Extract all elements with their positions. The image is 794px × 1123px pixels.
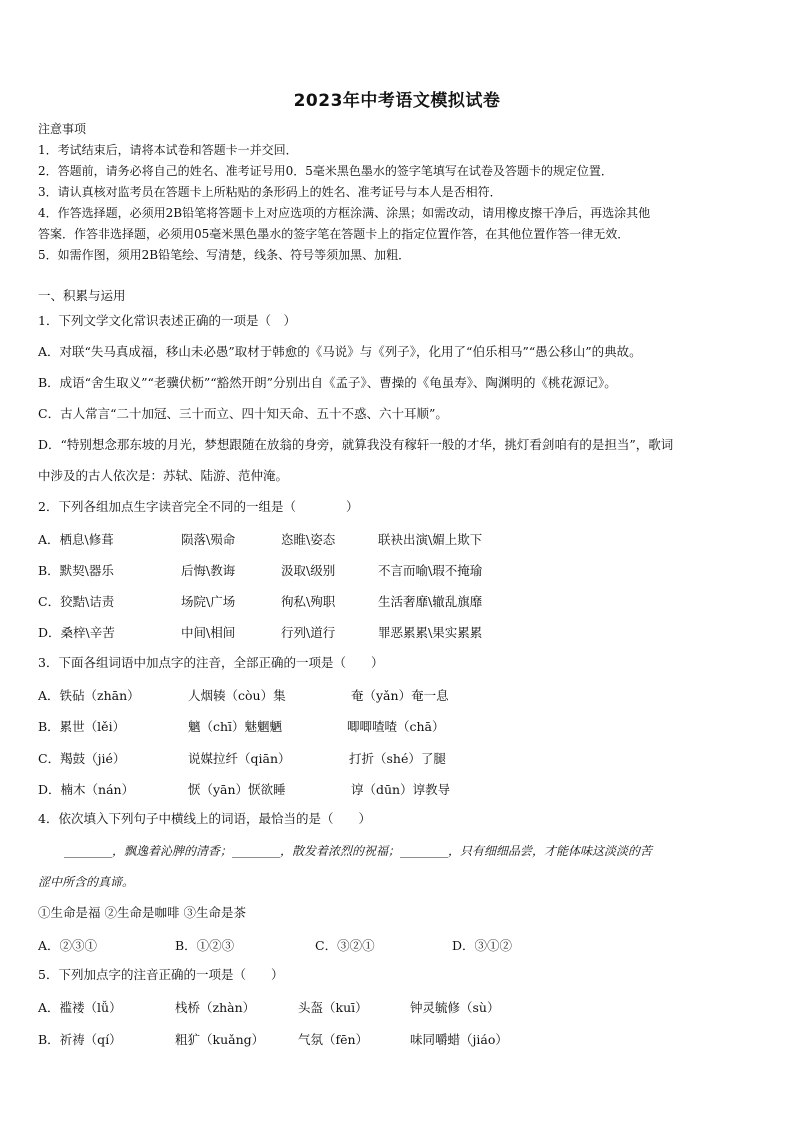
choice: B．①②③ xyxy=(175,938,235,953)
option-cell: 行列\道行 xyxy=(281,625,336,640)
question-1-option-c: C．古人常言“二十加冠、三十而立、四十知天命、五十不惑、六十耳顺”。 xyxy=(38,406,448,421)
option-cell: D．桑梓\辛苦 xyxy=(38,625,115,640)
option-cell: 陨落\殒命 xyxy=(181,532,236,547)
option-cell: 汲取\级别 xyxy=(281,563,336,578)
question-4-passage-cont: 涩中所含的真谛。 xyxy=(38,875,135,889)
option-cell: B．默契\器乐 xyxy=(38,563,114,578)
question-4-stem: 4．依次填入下列句子中横线上的词语，最恰当的是（ ） xyxy=(38,811,371,826)
question-4-options: ①生命是福 ②生命是咖啡 ③生命是茶 xyxy=(38,905,246,920)
option-cell: 魑（chī）魅魍魉 xyxy=(188,719,283,734)
option-cell: 中间\相间 xyxy=(181,625,236,640)
question-1-option-b: B．成语“舍生取义”“老骥伏枥”“豁然开朗”分别出自《孟子》、曹操的《龟虽寿》、陶渊明的《桃花源记》。 xyxy=(38,375,617,390)
option-cell: 说媒拉纤（qiān） xyxy=(188,751,291,766)
option-cell: B．祈祷（qí） xyxy=(38,1032,122,1047)
option-cell: 不言而喻\瑕不掩瑜 xyxy=(378,563,483,578)
choice: C．③②① xyxy=(315,938,375,953)
option-cell: 联袂出演\媚上欺下 xyxy=(378,532,483,547)
option-cell: D．楠木（nán） xyxy=(38,782,135,797)
option-cell: 唧唧喳喳（chā） xyxy=(347,719,445,734)
section-heading: 一、积累与运用 xyxy=(38,288,126,303)
notice-item: 1．考试结束后，请将本试卷和答题卡一并交回． xyxy=(38,143,298,157)
option-cell: 徇私\殉职 xyxy=(281,594,336,609)
option-cell: 谆（dūn）谆教导 xyxy=(351,782,451,797)
option-cell: 味同嚼蜡（jiáo） xyxy=(410,1032,508,1047)
option-cell: 奄（yǎn）奄一息 xyxy=(351,688,449,703)
option-cell: 生活奢靡\辙乱旗靡 xyxy=(378,594,483,609)
notice-item: 3．请认真核对监考员在答题卡上所粘贴的条形码上的姓名、准考证号与本人是否相符． xyxy=(38,185,502,199)
choice: A．②③① xyxy=(38,938,98,953)
question-1-option-a: A．对联“失马真成福，移山未必愚”取材于韩愈的《马说》与《列子》，化用了“伯乐相马”“愚公移山”的典故。 xyxy=(38,344,642,359)
option-cell: 罪恶累累\果实累累 xyxy=(378,625,483,640)
question-5-stem: 5．下列加点字的注音正确的一项是（ ） xyxy=(38,967,284,982)
option-cell: 钟灵毓修（sù） xyxy=(410,1000,500,1015)
option-cell: 栈桥（zhàn） xyxy=(175,1000,256,1015)
page-title: 2023年中考语文模拟试卷 xyxy=(293,91,501,111)
notice-item: 2．答题前，请务必将自己的姓名、准考证号用0．5毫米黑色墨水的签字笔填写在试卷及答题卡的规定位置． xyxy=(38,164,613,178)
option-cell: 头盔（kuī） xyxy=(298,1000,368,1015)
question-1-stem: 1．下列文学文化常识表述正确的一项是（ ） xyxy=(38,313,296,328)
notice-item: 4．作答选择题，必须用2B铅笔将答题卡上对应选项的方框涂满、涂黑；如需改动，请用橡皮擦干净后，再选涂其他 xyxy=(38,206,651,220)
option-cell: 恹（yān）恹欲睡 xyxy=(188,782,286,797)
option-cell: 场院\广场 xyxy=(181,594,236,609)
question-4-passage: ________，飘逸着沁脾的清香；________，散发着浓烈的祝福；________，只有细细品尝，才能体味这淡淡的苦 xyxy=(64,844,653,858)
question-1-option-d-cont: 中涉及的古人依次是：苏轼、陆游、范仲淹。 xyxy=(38,468,289,483)
option-cell: 打折（shé）了腿 xyxy=(349,751,446,766)
option-cell: C．羯鼓（jié） xyxy=(38,751,126,766)
notice-item: 答案．作答非选择题，必须用05毫米黑色墨水的签字笔在答题卡上的指定位置作答，在其他位置作答一律无效． xyxy=(38,227,630,241)
choice: D．③①② xyxy=(452,938,513,953)
option-cell: C．狡黠\诘责 xyxy=(38,594,115,609)
option-cell: 气氛（fēn） xyxy=(298,1032,369,1047)
notice-heading: 注意事项 xyxy=(38,122,87,136)
question-2-stem: 2．下列各组加点生字读音完全不同的一组是（ ） xyxy=(38,499,359,514)
option-cell: A．铁砧（zhān） xyxy=(38,688,140,703)
option-cell: 粗犷（kuǎng） xyxy=(175,1032,265,1047)
option-cell: 后悔\教诲 xyxy=(181,563,236,578)
option-cell: A．褴褛（lǚ） xyxy=(38,1000,122,1015)
option-cell: 恣睢\姿态 xyxy=(281,532,336,547)
option-cell: B．累世（lěi） xyxy=(38,719,126,734)
option-cell: A．栖息\修葺 xyxy=(38,532,114,547)
notice-item: 5．如需作图，须用2B铅笔绘、写清楚，线条、符号等须加黑、加粗． xyxy=(38,248,411,262)
option-cell: 人烟辏（còu）集 xyxy=(188,688,286,703)
question-1-option-d: D．“特别想念那东坡的月光，梦想跟随在放翁的身旁，就算我没有稼轩一般的才华，挑灯看剑咱有的是担当”，歌词 xyxy=(38,437,674,452)
question-3-stem: 3．下面各组词语中加点字的注音，全部正确的一项是（ ） xyxy=(38,655,384,670)
